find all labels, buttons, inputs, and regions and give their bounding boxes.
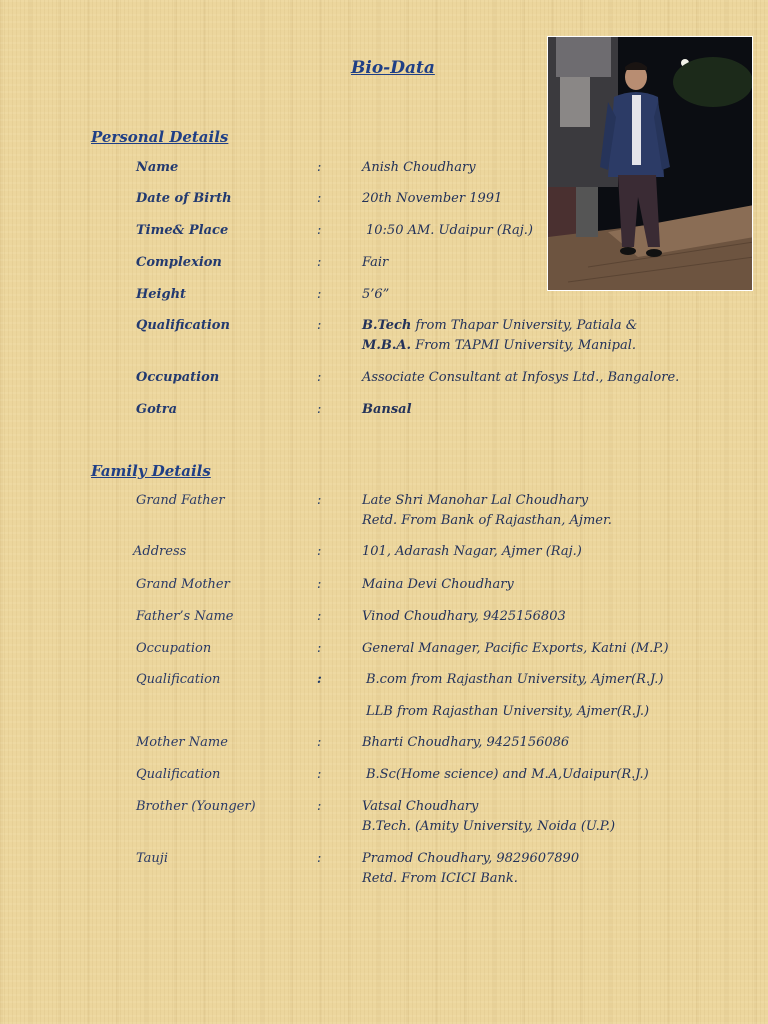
row-colon: : <box>317 191 322 206</box>
row-label: Brother (Younger) <box>136 799 256 814</box>
row-value: B.Sc(Home science) and M.A,Udaipur(R.J.) <box>366 767 649 782</box>
row-colon: : <box>317 641 322 656</box>
row-value: Fair <box>362 255 389 270</box>
row-value: Retd. From Bank of Rajasthan, Ajmer. <box>362 513 612 528</box>
row-value: Late Shri Manohar Lal Choudhary <box>362 493 589 508</box>
row-label: Occupation <box>136 370 220 385</box>
row-colon: : <box>317 609 322 624</box>
row-value: Vatsal Choudhary <box>362 799 479 814</box>
row-label: Tauji <box>136 851 168 866</box>
row-colon: : <box>317 370 322 385</box>
page-title: Bio-Data <box>351 58 435 78</box>
row-value <box>362 316 637 336</box>
row-colon: : <box>317 493 322 508</box>
row-value: Vinod Choudhary, 9425156803 <box>362 609 566 624</box>
row-label: Father’s Name <box>136 609 234 624</box>
row-value: 20th November 1991 <box>362 191 503 206</box>
row-label: Grand Father <box>136 493 225 508</box>
row-label: Name <box>136 160 179 175</box>
row-label: Qualification <box>136 318 230 333</box>
row-label: Occupation <box>136 641 212 656</box>
row-label: Address <box>133 544 187 559</box>
row-label: Mother Name <box>136 735 228 750</box>
row-colon: : <box>317 799 322 814</box>
row-value: Associate Consultant at Infosys Ltd., Bangalore. <box>362 370 680 385</box>
row-value: General Manager, Pacific Exports, Katni (M.P.) <box>362 641 669 656</box>
row-value: 101, Adarash Nagar, Ajmer (Raj.) <box>362 544 582 559</box>
row-colon: : <box>317 402 322 417</box>
row-label: Time& Place <box>136 223 229 238</box>
row-label: Gotra <box>136 402 178 417</box>
row-value <box>362 336 636 356</box>
row-colon: : <box>317 255 322 270</box>
row-label: Qualification <box>136 672 221 687</box>
degree-btech-detail: from Thapar University, Patiala & <box>415 318 638 333</box>
row-value: Pramod Choudhary, 9829607890 <box>362 851 580 866</box>
row-label: Date of Birth <box>136 191 232 206</box>
row-value: B.com from Rajasthan University, Ajmer(R.J.) <box>366 672 664 687</box>
row-colon: : <box>317 223 322 238</box>
row-label: Qualification <box>136 767 221 782</box>
row-value: Retd. From ICICI Bank. <box>362 871 518 886</box>
row-value: Maina Devi Choudhary <box>362 577 514 592</box>
degree-btech: B.Tech <box>362 318 412 333</box>
row-colon: : <box>317 160 322 175</box>
degree-mba: M.B.A. <box>362 338 412 353</box>
row-colon: : <box>317 767 322 782</box>
profile-photo <box>547 36 753 291</box>
row-value: Bharti Choudhary, 9425156086 <box>362 735 570 750</box>
row-colon: : <box>317 672 322 687</box>
row-colon: : <box>317 577 322 592</box>
row-colon: : <box>317 851 322 866</box>
row-value: Bansal <box>362 402 412 417</box>
row-value: 10:50 AM. Udaipur (Raj.) <box>366 223 533 238</box>
row-colon: : <box>317 735 322 750</box>
row-label: Complexion <box>136 255 222 270</box>
row-colon: : <box>317 287 322 302</box>
row-colon: : <box>317 318 322 333</box>
family-details-heading: Family Details <box>91 462 211 480</box>
row-value: 5’6” <box>362 287 390 302</box>
row-value: Anish Choudhary <box>362 160 476 175</box>
row-label: Height <box>136 287 187 302</box>
row-value: LLB from Rajasthan University, Ajmer(R.J.) <box>366 704 650 719</box>
degree-mba-detail: From TAPMI University, Manipal. <box>415 338 637 353</box>
row-value: B.Tech. (Amity University, Noida (U.P.) <box>362 819 616 834</box>
row-colon: : <box>317 544 322 559</box>
personal-details-heading: Personal Details <box>91 128 229 146</box>
row-label: Grand Mother <box>136 577 230 592</box>
